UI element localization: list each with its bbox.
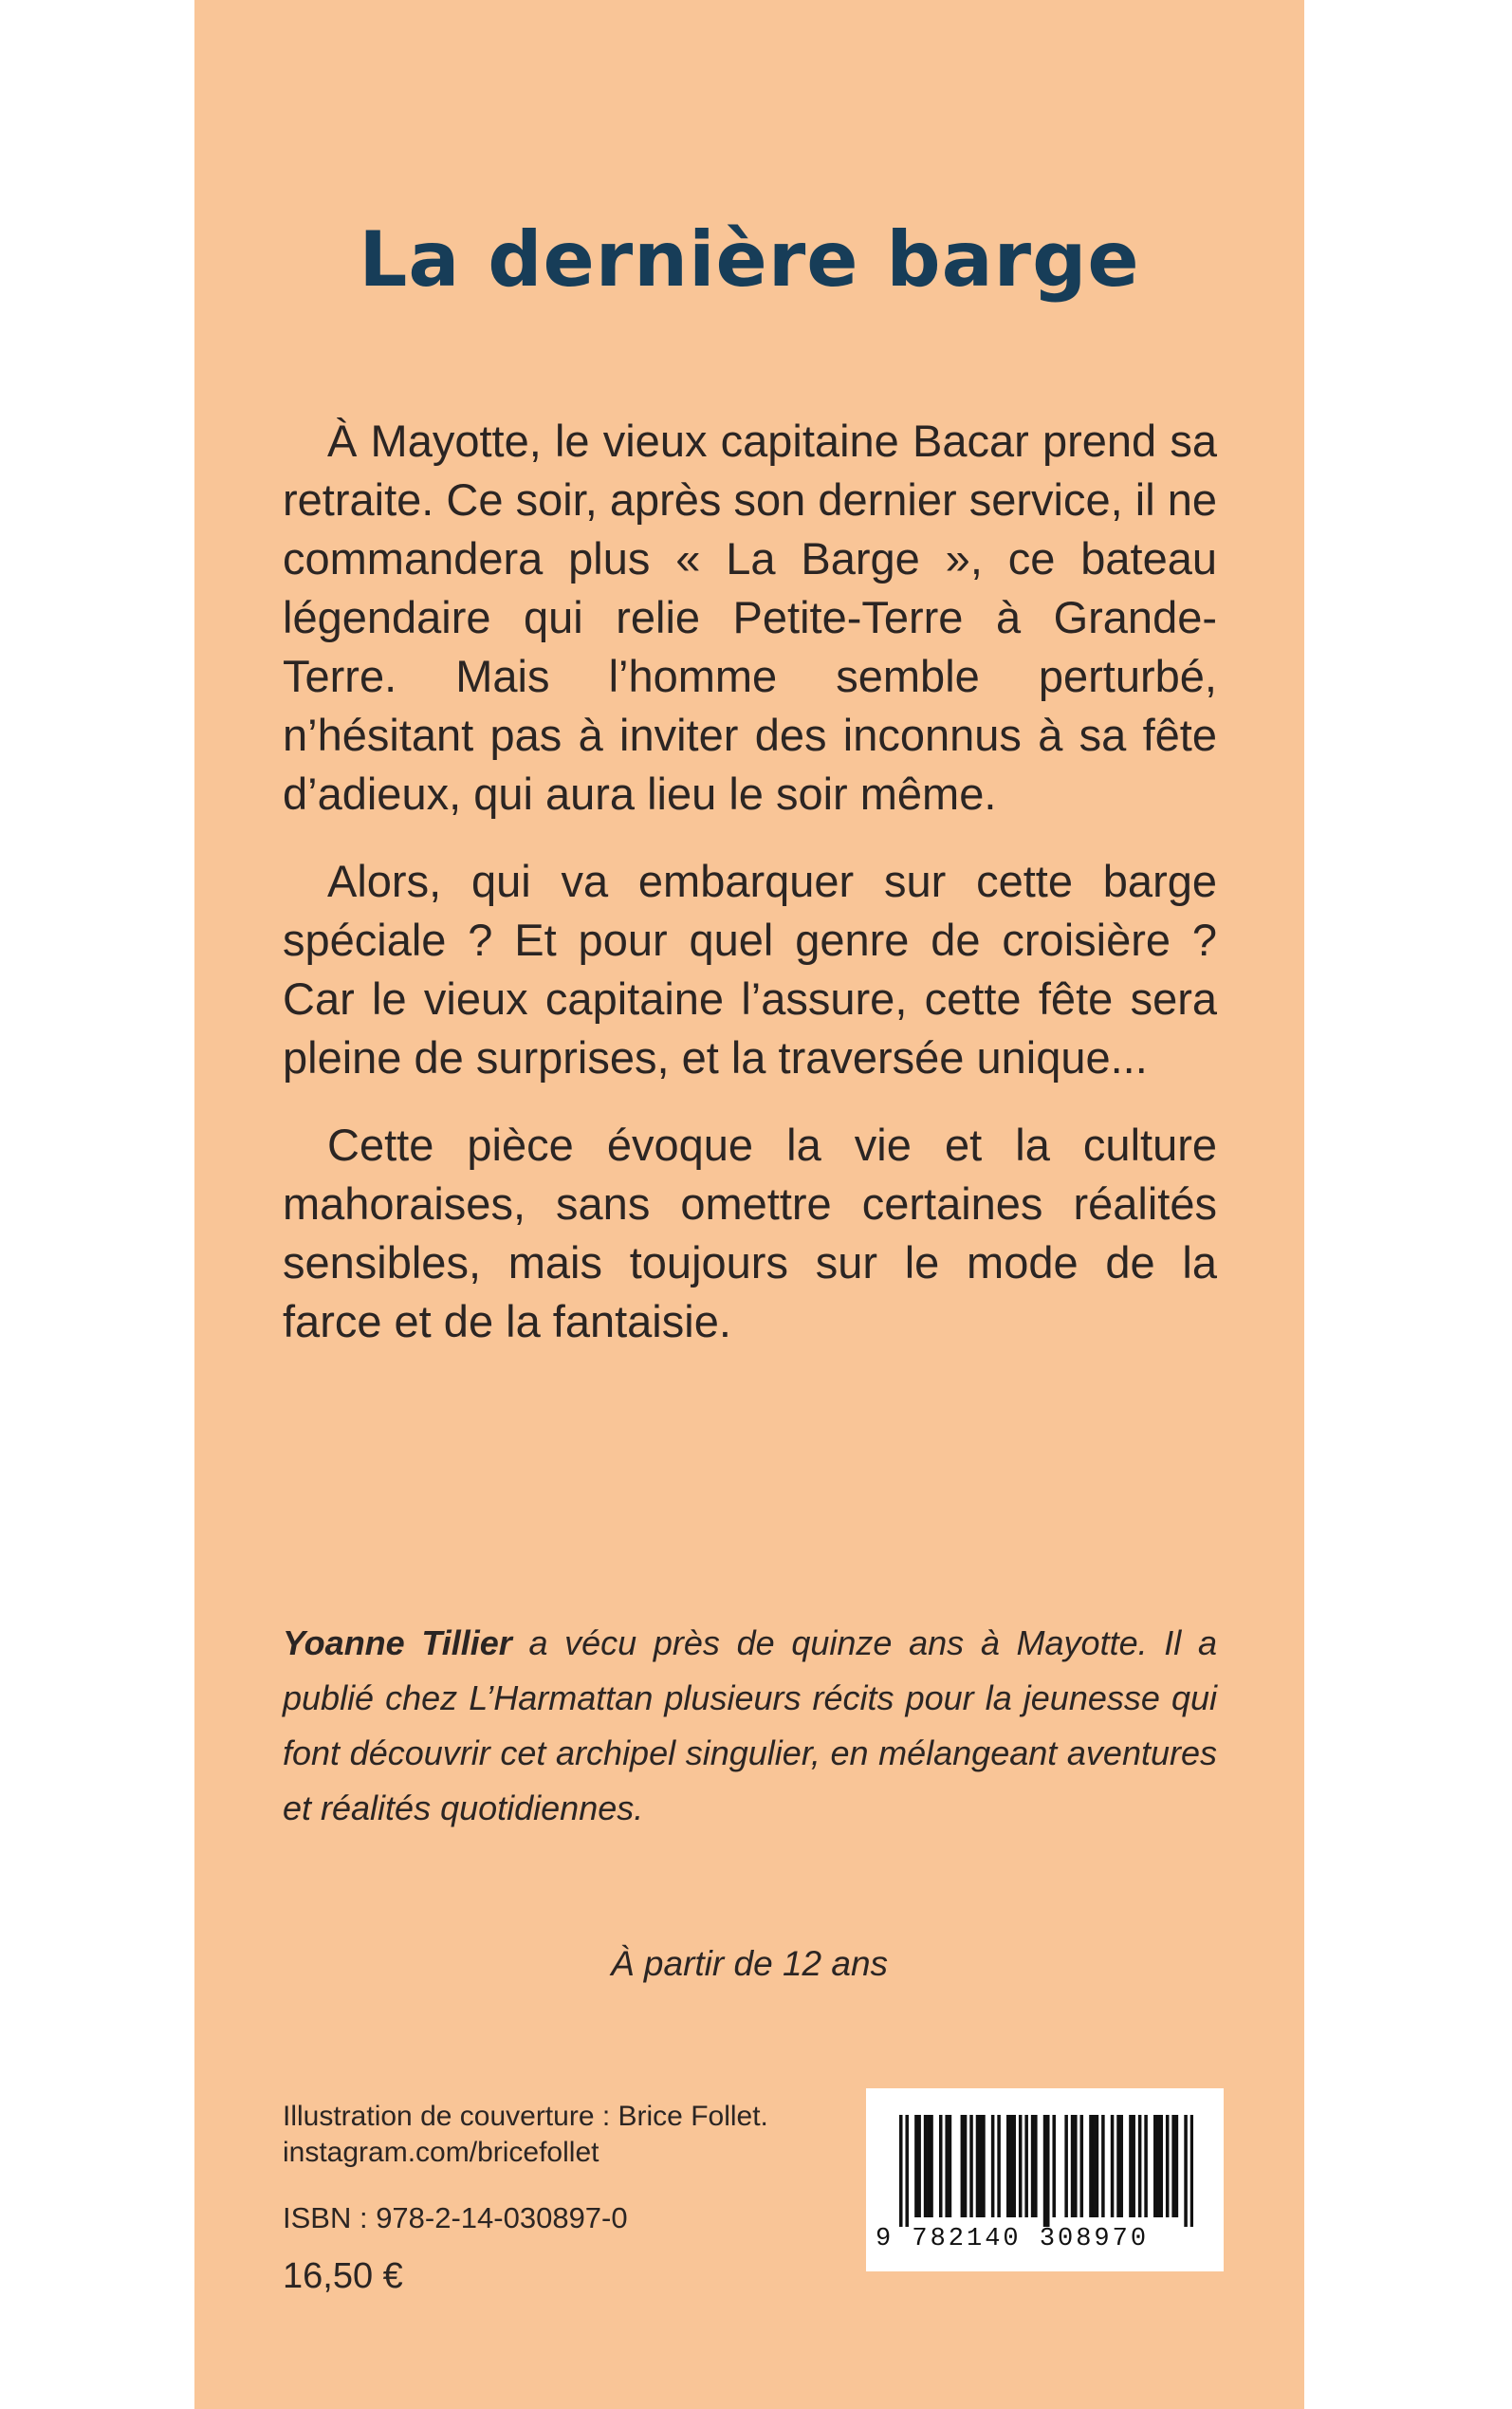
barcode-bar <box>1101 2115 1105 2217</box>
barcode-bar <box>1074 2115 1078 2217</box>
barcode-bar <box>899 2115 903 2227</box>
author-bio-text: a vécu près de quinze ans à Mayotte. Il a publié chez L’Harmattan plusieurs récits pour la jeunesse qui font découvrir cet archipel singulier, en mélangeant aventures et réalités quotidiennes. <box>283 1623 1217 1827</box>
barcode-bar <box>991 2115 995 2217</box>
barcode-bar <box>930 2115 933 2217</box>
barcode-bar <box>1071 2115 1075 2217</box>
barcode-bars-icon <box>899 2115 1193 2227</box>
age-range: À partir de 12 ans <box>610 1944 889 1983</box>
barcode-bar <box>1009 2115 1013 2217</box>
barcode-bar <box>1175 2115 1179 2217</box>
barcode-bar <box>905 2115 909 2227</box>
barcode-bar <box>1019 2115 1023 2217</box>
barcode-bar <box>1153 2115 1157 2217</box>
barcode-bar <box>1159 2115 1163 2217</box>
barcode-bar <box>924 2115 928 2217</box>
barcode-bar <box>969 2115 973 2217</box>
barcode-bar <box>1120 2115 1124 2217</box>
barcode-bar <box>1156 2115 1160 2217</box>
barcode-bar <box>945 2115 949 2217</box>
barcode-bar <box>1190 2115 1193 2227</box>
illustration-credits <box>283 2099 871 2171</box>
barcode-digits: 9 782140 308970 <box>876 2225 1150 2253</box>
barcode-bar <box>1006 2115 1010 2217</box>
blurb-paragraph-1: À Mayotte, le vieux capitaine Bacar prend sa retraite. Ce soir, après son dernier service, il ne commandera plus « La Barge », ce bateau légendaire qui relie Petite-Terre à Grande-Terre. Mais l’homme semble perturbé, n’hésitant pas à inviter des inconnus à sa fête d’adieux, qui aura lieu le soir même. <box>283 416 1217 819</box>
barcode-bar <box>997 2115 1001 2217</box>
barcode-bar <box>1111 2115 1115 2217</box>
barcode-bar <box>1046 2115 1050 2227</box>
barcode-bar <box>964 2115 968 2217</box>
barcode-bar <box>1092 2115 1096 2217</box>
barcode-bar <box>949 2115 952 2217</box>
author-name: Yoanne Tillier <box>283 1623 512 1662</box>
barcode-bar <box>1034 2115 1038 2217</box>
barcode-bar <box>914 2115 918 2217</box>
barcode <box>866 2088 1224 2271</box>
barcode-bar <box>1129 2115 1133 2217</box>
barcode-bar <box>961 2115 965 2217</box>
barcode-bar <box>1138 2115 1142 2217</box>
barcode-bar <box>982 2115 986 2217</box>
blurb-paragraph-3: Cette pièce évoque la vie et la culture mahoraises, sans omettre certaines réalités sensibles, mais toujours sur le mode de la farce et de la fantaisie. <box>283 1120 1217 1346</box>
barcode-bar <box>927 2115 931 2217</box>
barcode-bar <box>1089 2115 1093 2217</box>
barcode-bar <box>1132 2115 1135 2217</box>
barcode-bar <box>1024 2115 1028 2217</box>
barcode-bar <box>1166 2115 1170 2217</box>
price: 16,50 € <box>283 2256 403 2296</box>
barcode-bar <box>979 2115 983 2217</box>
barcode-bar <box>939 2115 943 2217</box>
blurb <box>283 412 1217 1380</box>
author-bio <box>283 1616 1217 1836</box>
barcode-bar <box>1116 2115 1120 2217</box>
blurb-paragraph-2: Alors, qui va embarquer sur cette barge spéciale ? Et pour quel genre de croisière ? Car le vieux capitaine l’assure, cette fête sera pleine de surprises, et la traversée unique... <box>283 856 1217 1083</box>
instagram-link: instagram.com/bricefollet <box>283 2137 599 2168</box>
isbn: ISBN : 978-2-14-030897-0 <box>283 2201 628 2234</box>
barcode-bar <box>1052 2115 1056 2217</box>
barcode-bar <box>1144 2115 1148 2217</box>
book-title: La dernière barge <box>359 215 1140 304</box>
barcode-bar <box>1080 2115 1084 2217</box>
barcode-bar <box>1096 2115 1099 2217</box>
barcode-bar <box>917 2115 921 2217</box>
barcode-bar <box>1031 2115 1035 2217</box>
back-cover <box>194 0 1304 2409</box>
illustration-credit: Illustration de couverture : Brice Follet. <box>283 2101 768 2132</box>
barcode-bar <box>1012 2115 1016 2217</box>
barcode-bar <box>1184 2115 1188 2227</box>
barcode-bar <box>976 2115 980 2217</box>
barcode-bar <box>1171 2115 1175 2217</box>
barcode-bar <box>1064 2115 1068 2217</box>
barcode-bar <box>1043 2115 1047 2227</box>
